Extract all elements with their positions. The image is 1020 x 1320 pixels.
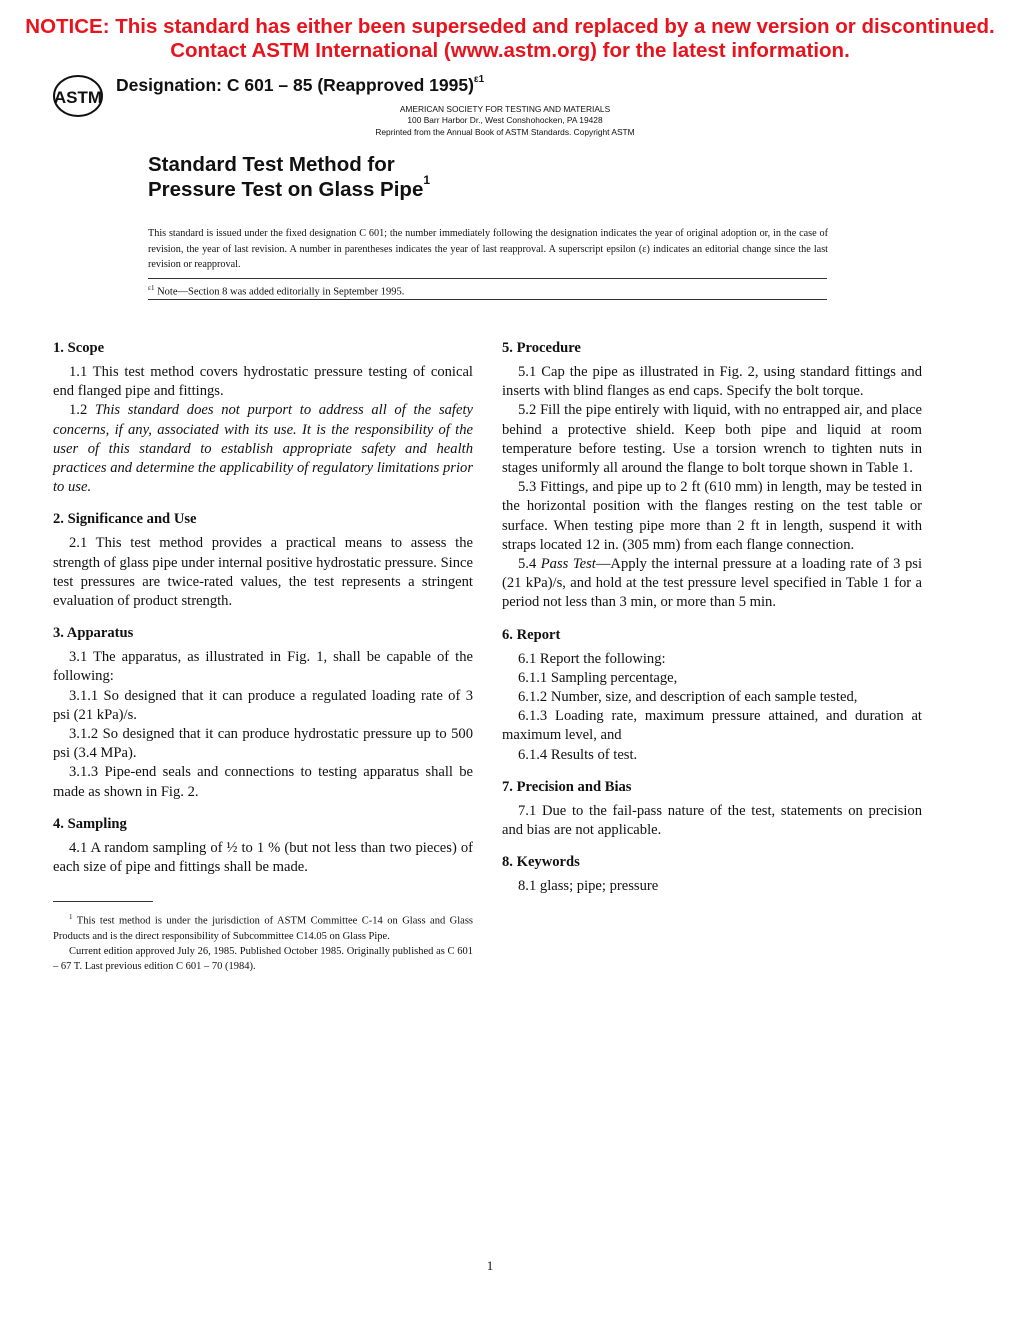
footnote-divider xyxy=(53,901,153,902)
footnotes xyxy=(53,910,473,974)
page-number: 1 xyxy=(486,1258,494,1273)
paragraph: 6.1 Report the following: xyxy=(518,650,666,667)
issuance-statement: This standard is issued under the fixed designation C 601; the number immediately following the designation indicates the year of original adoption or, in the case of revision, the year of last revision. A number in parentheses indicates the year of last reapproval. A superscript epsilon (ε) indicates an editorial change since the last revision or reapproval. xyxy=(148,228,828,270)
section-heading: 8. Keywords xyxy=(502,854,580,871)
section-report xyxy=(502,625,922,765)
paragraph: 1.1 This test method covers hydrostatic pressure testing of conical end flanged pipe and fittings. xyxy=(53,364,473,400)
paragraph: 5.1 Cap the pipe as illustrated in Fig. 2, using standard fittings and inserts with blind flanges as end caps. Specify the bolt torque. xyxy=(502,364,922,400)
right-column xyxy=(502,338,922,908)
paragraph: 6.1.3 Loading rate, maximum pressure attained, and duration at maximum level, and xyxy=(502,708,922,744)
divider xyxy=(148,278,827,279)
section-precision xyxy=(502,777,922,840)
paragraph: 2.1 This test method provides a practical means to assess the strength of glass pipe under internal positive hydrostatic pressure. Since test pressures are twice-rated values, the test represents a stringent evaluation of product strength. xyxy=(53,535,473,610)
editorial-note xyxy=(148,284,404,298)
footnote: Current edition approved July 26, 1985. Published October 1985. Originally published as C 601 – 67 T. Last previous edition C 601 – 70 (1984). xyxy=(53,945,473,973)
astm-logo-icon xyxy=(52,74,104,118)
society-address: 100 Barr Harbor Dr., West Conshohocken, PA 19428 xyxy=(407,115,603,125)
title-line-2 xyxy=(148,173,431,202)
paragraph: 6.1.2 Number, size, and description of each sample tested, xyxy=(518,689,858,706)
paragraph: 5.2 Fill the pipe entirely with liquid, with no entrapped air, and place behind a protective shield. Keep both pipe and liquid at room temperature before testing. Use a torsion wrench to tighten nuts in stages uniformly all around the flange to bolt torque shown in Table 1. xyxy=(502,402,922,477)
section-heading: 4. Sampling xyxy=(53,815,127,832)
section-heading: 3. Apparatus xyxy=(53,625,134,642)
section-scope xyxy=(53,338,473,497)
notice-line-2: Contact ASTM International (www.astm.org) for the latest information. xyxy=(170,39,850,62)
title-line-1: Standard Test Method for xyxy=(148,153,395,176)
section-heading: 6. Report xyxy=(502,626,561,643)
paragraph-number: 1.2 xyxy=(69,402,95,419)
left-column xyxy=(53,338,473,889)
paragraph-text: This standard does not purport to address all of the safety concerns, if any, associated with its use. It is the responsibility of the user of this standard to establish appropriate safety and health practices and determine the applicability of regulatory limitations prior to use. xyxy=(53,402,473,496)
section-heading: 5. Procedure xyxy=(502,340,581,356)
paragraph: 3.1.1 So designed that it can produce a regulated loading rate of 3 psi (21 kPa)/s. xyxy=(53,687,473,723)
paragraph xyxy=(53,401,473,497)
section-procedure xyxy=(502,338,922,613)
section-apparatus xyxy=(53,623,473,802)
paragraph: 4.1 A random sampling of ½ to 1 % (but not less than two pieces) of each size of pipe and fittings shall be made. xyxy=(53,839,473,876)
astm-logo-text: ASTM xyxy=(53,88,103,107)
paragraph: 3.1.3 Pipe-end seals and connections to testing apparatus shall be made as shown in Fig. 2. xyxy=(53,764,473,800)
paragraph-italic-title: Pass Test xyxy=(540,556,596,573)
society-name: AMERICAN SOCIETY FOR TESTING AND MATERIALS xyxy=(399,104,611,114)
section-keywords xyxy=(502,852,922,896)
section-heading: 1. Scope xyxy=(53,340,105,356)
title-footnote-ref: 1 xyxy=(423,173,431,187)
editorial-note-epsilon: ε1 xyxy=(148,284,155,292)
divider xyxy=(148,299,827,300)
paragraph: 6.1.1 Sampling percentage, xyxy=(518,669,678,686)
paragraph: 7.1 Due to the fail-pass nature of the test, statements on precision and bias are not applicable. xyxy=(502,802,922,839)
paragraph xyxy=(502,555,922,613)
society-reprint: Reprinted from the Annual Book of ASTM Standards. Copyright ASTM xyxy=(375,127,635,137)
paragraph: 5.3 Fittings, and pipe up to 2 ft (610 mm) in length, may be tested in the horizontal position with the flanges resting on the test table or surface. When testing pipe more than 2 ft in length, suspend it with straps located 12 in. (305 mm) from each flange connection. xyxy=(502,479,922,553)
section-heading: 7. Precision and Bias xyxy=(502,778,632,795)
section-significance xyxy=(53,509,473,611)
footnote-marker: 1 xyxy=(69,913,73,921)
footnote-text: This test method is under the jurisdiction of ASTM Committee C-14 on Glass and Glass Products and is the direct responsibility of Subcommittee C14.05 on Glass Pipe. xyxy=(53,915,473,942)
paragraph-text: —Apply the internal pressure at a loading rate of 3 psi (21 kPa)/s, and hold at the test pressure level specified in Table 1 for a period not less than 3 min, or more than 5 min. xyxy=(502,556,923,611)
notice-line-1: NOTICE: This standard has either been superseded and replaced by a new version or discontinued. xyxy=(25,15,995,38)
section-heading: 2. Significance and Use xyxy=(53,511,197,528)
paragraph-number: 5.4 xyxy=(518,556,541,573)
title-line-2-text: Pressure Test on Glass Pipe xyxy=(148,177,424,201)
designation-text: Designation: C 601 – 85 (Reapproved 1995) xyxy=(116,75,474,95)
paragraph: 6.1.4 Results of test. xyxy=(518,746,638,763)
paragraph: 8.1 glass; pipe; pressure xyxy=(518,878,659,895)
section-sampling xyxy=(53,814,473,877)
designation-epsilon: ε1 xyxy=(473,74,485,86)
paragraph: 3.1 The apparatus, as illustrated in Fig. 1, shall be capable of the following: xyxy=(53,649,473,685)
paragraph: 3.1.2 So designed that it can produce hydrostatic pressure up to 500 psi (3.4 MPa). xyxy=(53,726,473,762)
designation xyxy=(116,75,484,96)
footnote xyxy=(53,910,473,944)
editorial-note-text: Note—Section 8 was added editorially in September 1995. xyxy=(157,286,405,298)
